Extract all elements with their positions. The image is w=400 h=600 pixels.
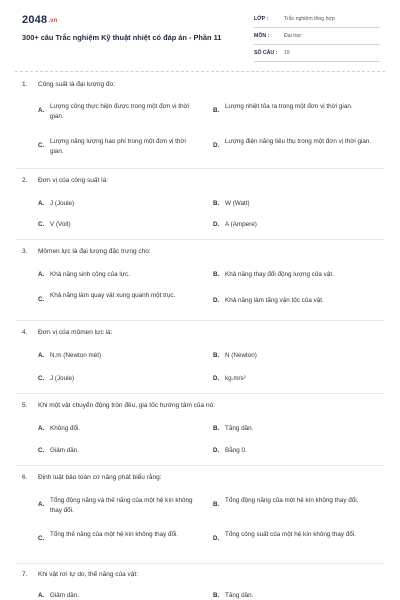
- option-letter: B.: [213, 107, 220, 114]
- option-letter: D.: [213, 297, 220, 304]
- option-letter: A.: [38, 271, 45, 278]
- meta-row-count: [254, 48, 380, 62]
- option-text: Lượng điện năng tiêu thụ trong một đơn vị thời gian.: [225, 138, 372, 145]
- question-divider: [15, 168, 385, 169]
- option-text: Tổng động năng và thế năng của một hệ kín không thay đổi.: [50, 497, 193, 514]
- option-letter: D.: [213, 535, 220, 542]
- header-divider: [15, 71, 385, 72]
- option-text: A (Ampere): [225, 221, 257, 228]
- question-divider: [15, 465, 385, 466]
- option-letter: A.: [38, 425, 45, 432]
- option-letter: A.: [38, 352, 45, 359]
- question-number: 6.: [22, 474, 28, 481]
- question-number: 5.: [22, 402, 28, 409]
- meta-panel: [254, 14, 380, 65]
- question-divider: [15, 393, 385, 394]
- option-text: N (Newton): [225, 352, 257, 359]
- option-letter: A.: [38, 107, 45, 114]
- option-letter: A.: [38, 200, 45, 207]
- question-text: Đơn vị của mômen lực là:: [38, 329, 113, 336]
- site-logo[interactable]: [22, 14, 58, 26]
- option-letter: A.: [38, 501, 45, 508]
- question-stem: [22, 177, 382, 184]
- meta-row-subject: [254, 31, 380, 45]
- question-number: 7.: [22, 571, 28, 578]
- option-text: Khả năng làm quay vật xung quanh một trục.: [50, 292, 176, 299]
- meta-value: 15: [284, 50, 290, 56]
- meta-row-class: [254, 14, 380, 28]
- logo-suffix: .vn: [48, 18, 58, 24]
- document-header: [0, 0, 400, 72]
- option-letter: C.: [38, 535, 45, 542]
- meta-value: Đại học: [284, 33, 302, 39]
- option-letter: B.: [213, 200, 220, 207]
- logo-text: 2048: [22, 14, 48, 26]
- question-text: Mômen lực là đại lượng đặc trưng cho:: [38, 248, 151, 255]
- option-text: Tổng công suất của một hệ kín không thay đổi.: [225, 531, 356, 538]
- question-number: 4.: [22, 329, 28, 336]
- question-stem: [22, 571, 382, 578]
- question-stem: [22, 81, 382, 88]
- option-letter: D.: [213, 447, 220, 454]
- question-number: 2.: [22, 177, 28, 184]
- question-number: 3.: [22, 248, 28, 255]
- option-text: Khả năng sinh công của lực.: [50, 271, 130, 278]
- option-letter: B.: [213, 271, 220, 278]
- meta-value: Trắc nghiệm tổng hợp: [284, 16, 335, 22]
- option-letter: C.: [38, 447, 45, 454]
- option-text: Tổng động năng của một hệ kín không thay đổi.: [225, 497, 359, 504]
- question-text: Khi một vật chuyển động tròn đều, gia tốc hướng tâm của nó:: [38, 402, 215, 409]
- option-text: Lượng nhiệt tỏa ra trong một đơn vị thời gian.: [225, 103, 353, 110]
- option-text: Tăng dần.: [225, 592, 254, 599]
- question-stem: [22, 248, 382, 255]
- option-text: Bằng 0.: [225, 447, 247, 454]
- question-divider: [15, 563, 385, 564]
- option-text: Không đổi.: [50, 425, 81, 432]
- question-text: Đơn vị của công suất là:: [38, 177, 109, 184]
- option-text: Khả năng thay đổi động lượng của vật.: [225, 271, 334, 278]
- option-text: W (Watt): [225, 200, 250, 207]
- option-letter: B.: [213, 425, 220, 432]
- question-divider: [15, 320, 385, 321]
- option-letter: D.: [213, 375, 220, 382]
- option-text: Giảm dần.: [50, 447, 80, 454]
- option-text: J (Joule): [50, 200, 75, 207]
- option-text: Lượng năng lượng hao phí trong một đơn vị thời gian.: [50, 138, 186, 155]
- option-text: V (Volt): [50, 221, 71, 228]
- question-stem: [22, 474, 382, 481]
- option-text: Khả năng làm tăng vận tốc của vật.: [225, 297, 324, 304]
- meta-label: LỚP :: [254, 16, 269, 22]
- option-letter: B.: [213, 501, 220, 508]
- option-letter: D.: [213, 142, 220, 149]
- question-stem: [22, 402, 382, 409]
- option-text: N.m (Newton mét): [50, 352, 102, 359]
- option-letter: C.: [38, 221, 45, 228]
- option-text: Giảm dần.: [50, 592, 80, 599]
- meta-label: MÔN :: [254, 33, 270, 39]
- option-letter: C.: [38, 296, 45, 303]
- option-text: J (Joule): [50, 375, 75, 382]
- option-letter: C.: [38, 375, 45, 382]
- option-text: Tổng thế năng của một hệ kín không thay đổi.: [50, 531, 179, 538]
- meta-label: SỐ CÂU :: [254, 50, 278, 56]
- question-text: Khi vật rơi tự do, thế năng của vật:: [38, 571, 139, 578]
- option-letter: B.: [213, 592, 220, 599]
- option-letter: B.: [213, 352, 220, 359]
- option-text: Lượng công thực hiện được trong một đơn vị thời gian.: [50, 103, 190, 120]
- option-letter: C.: [38, 142, 45, 149]
- option-letter: D.: [213, 221, 220, 228]
- question-divider: [15, 239, 385, 240]
- question-text: Định luật bảo toàn cơ năng phát biểu rằng:: [38, 474, 162, 481]
- option-text: Tăng dần.: [225, 425, 254, 432]
- option-text: kg.m/s²: [225, 375, 246, 382]
- option-letter: A.: [38, 592, 45, 599]
- document-title: 300+ câu Trắc nghiệm Kỹ thuật nhiệt có đáp án - Phần 11: [22, 33, 222, 42]
- question-number: 1.: [22, 81, 28, 88]
- question-text: Công suất là đại lượng đo:: [38, 81, 115, 88]
- question-stem: [22, 329, 382, 336]
